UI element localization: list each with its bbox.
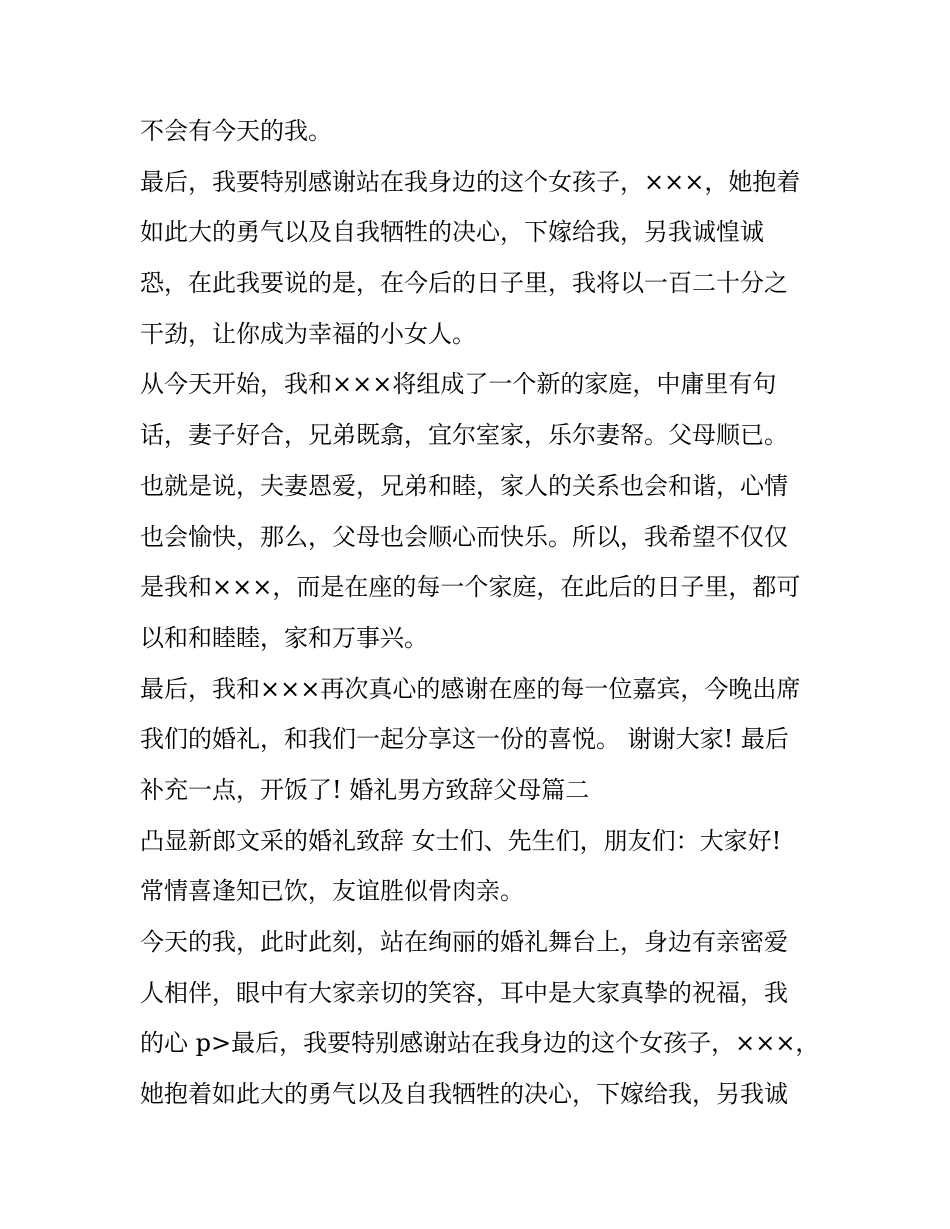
text-line: 干劲，让你成为幸福的小女人。 [140,319,476,348]
text-line: 人相伴，眼中有大家亲切的笑容，耳中是大家真挚的祝福，我 [140,978,788,1007]
text-line: 常情喜逢知已饮，友谊胜似骨肉亲。 [140,877,524,906]
text-line: 也会愉快，那么，父母也会顺心而快乐。所以，我希望不仅仅 [140,522,788,551]
document-body [140,106,820,1120]
text-line: 话，妻子好合，兄弟既翕，宜尔室家，乐尔妻帑。父母顺已。 [140,421,788,450]
text-line: 不会有今天的我。 [140,117,332,145]
text-line: 今天的我，此时此刻，站在绚丽的婚礼舞台上，身边有亲密爱 [140,928,788,956]
text-line: 也就是说，夫妻恩爱，兄弟和睦，家人的关系也会和谐，心情 [140,471,788,500]
text-line: 她抱着如此大的勇气以及自我牺牲的决心，下嫁给我，另我诚 [140,1080,788,1109]
text-line: 如此大的勇气以及自我牺牲的决心，下嫁给我，另我诚惶诚 [140,218,764,247]
text-line: 从今天开始，我和×××将组成了一个新的家庭，中庸里有句 [140,370,777,399]
text-line: 凸显新郎文采的婚礼致辞 女士们、先生们，朋友们：大家好! [140,826,782,855]
text-line: 我们的婚礼，和我们一起分享这一份的喜悦。 谢谢大家! 最后 [140,725,789,754]
text-line: 是我和×××，而是在座的每一个家庭，在此后的日子里，都可 [140,573,801,602]
text-line: 的心 p>最后，我要特别感谢站在我身边的这个女孩子，×××， [140,1029,820,1058]
text-line: 补充一点，开饭了! 婚礼男方致辞父母篇二 [140,775,590,804]
text-line: 最后，我要特别感谢站在我身边的这个女孩子，×××，她抱着 [140,167,801,196]
text-line: 恐，在此我要说的是，在今后的日子里，我将以一百二十分之 [140,269,788,298]
text-line: 最后，我和×××再次真心的感谢在座的每一位嘉宾，今晚出席 [140,674,801,703]
text-line: 以和和睦睦，家和万事兴。 [140,623,428,652]
